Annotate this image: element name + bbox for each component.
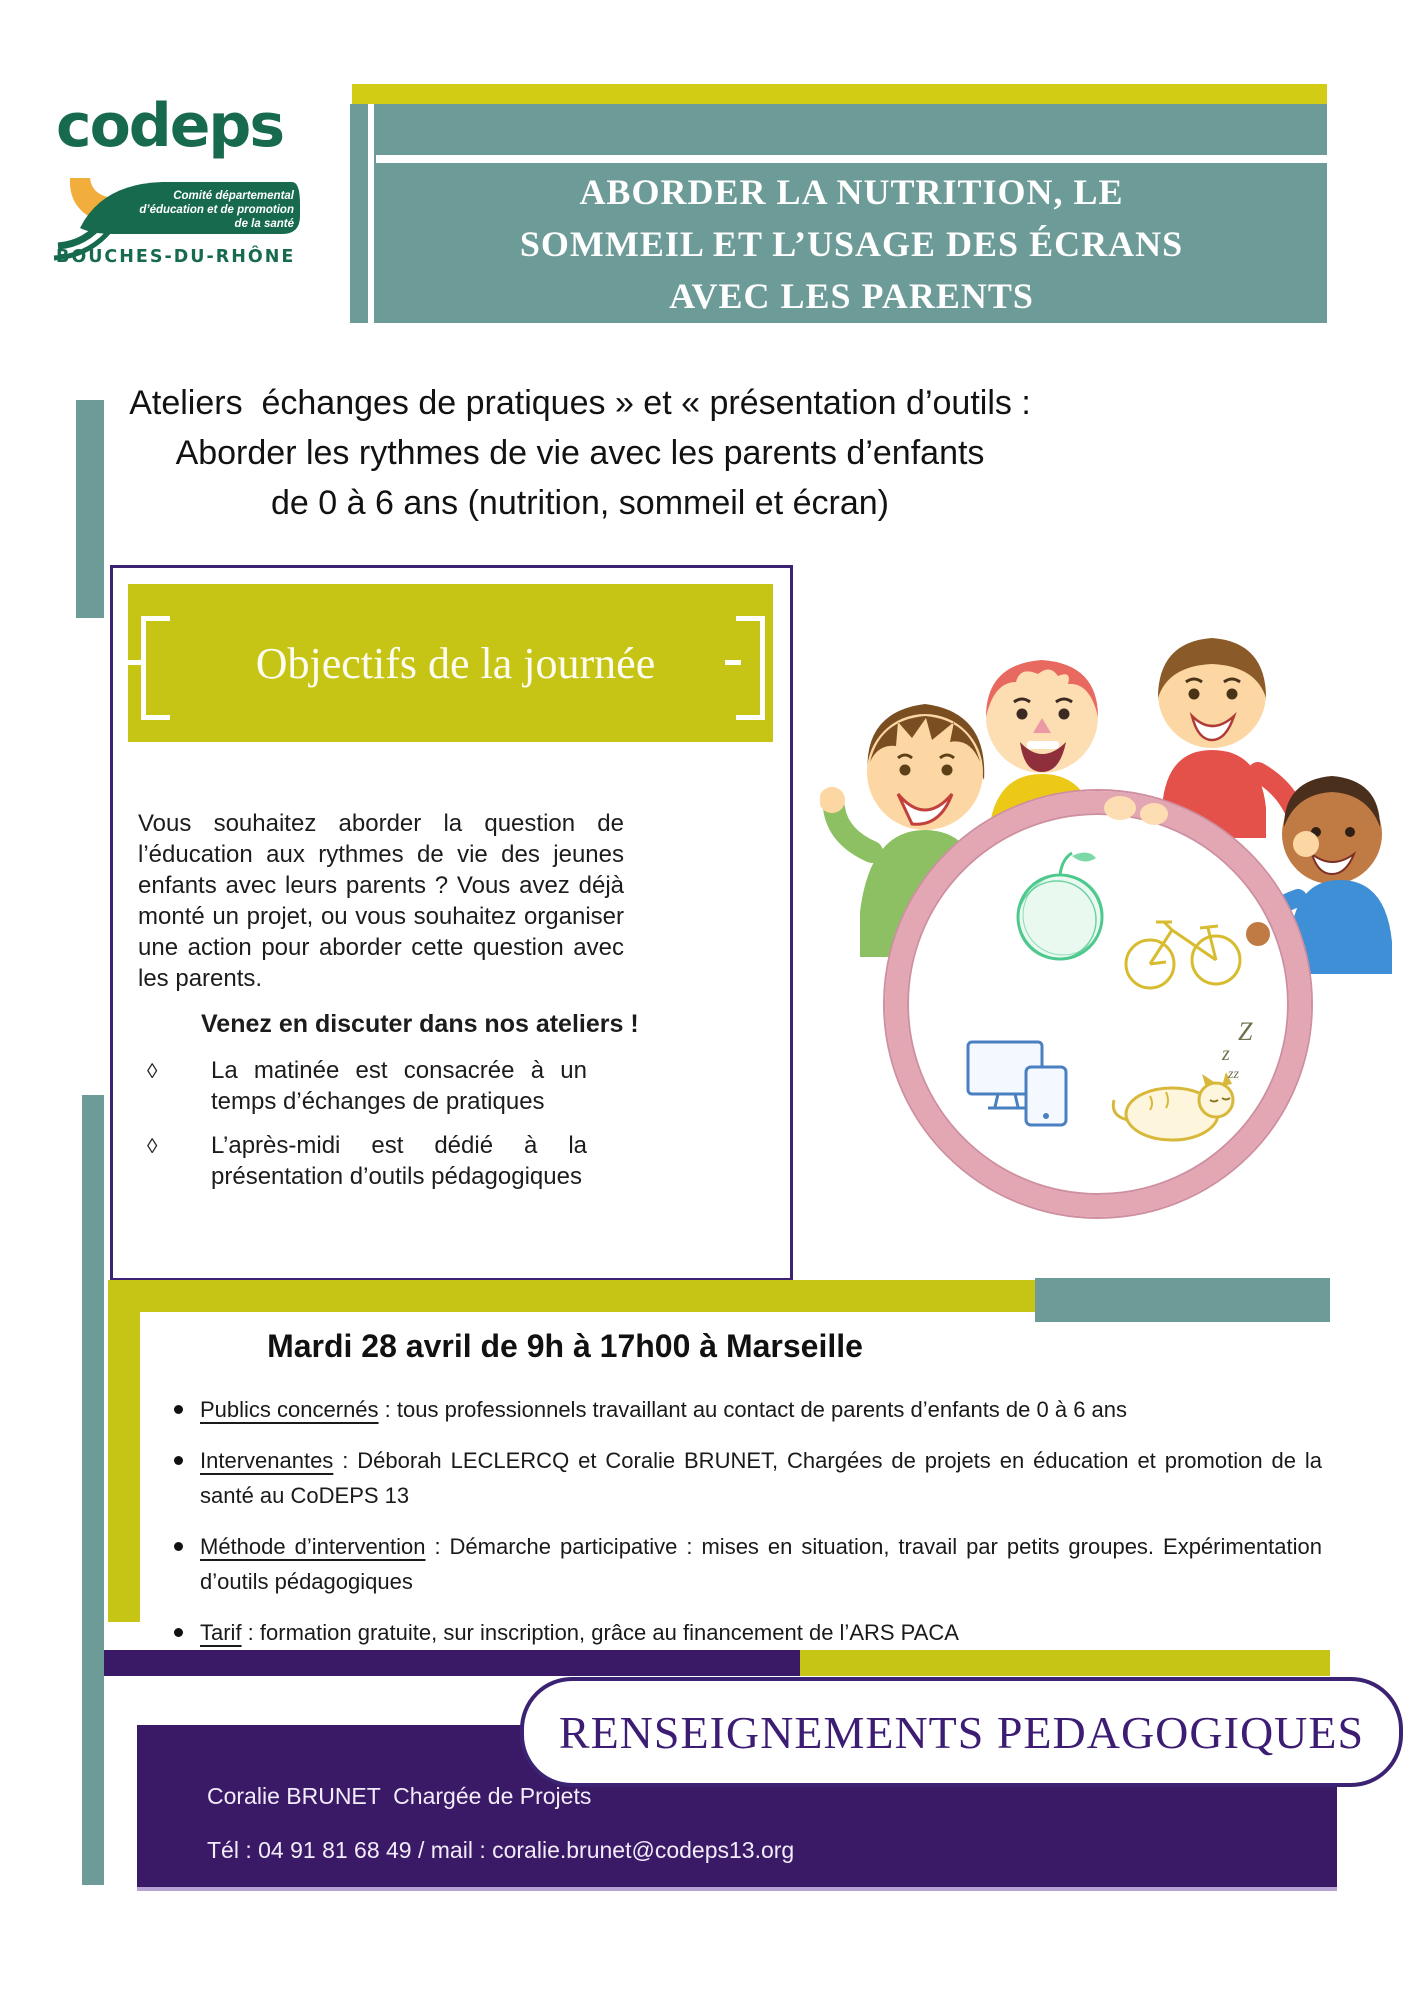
list-item-text: L’après-midi est dédié à la présentation d’outils pédagogiques	[211, 1132, 587, 1190]
right-bracket-icon	[736, 616, 765, 720]
page-title-line: ABORDER LA NUTRITION, LE	[579, 172, 1124, 212]
subtitle-line: de 0 à 6 ans (nutrition, sommeil et écran)	[271, 484, 889, 522]
codeps-logo	[52, 82, 307, 267]
pink-circle	[884, 790, 1312, 1218]
svg-text:z: z	[1222, 1043, 1230, 1065]
logo-subtitle-line: Comité départemental	[173, 190, 294, 202]
subtitle-heading	[0, 378, 1160, 528]
svg-text:zz: zz	[1228, 1067, 1239, 1082]
contact-name: Coralie BRUNET Chargée de Projets	[207, 1783, 592, 1809]
list-item-text: : Déborah LECLERCQ et Coralie BRUNET, Chargées de projets en éducation et promotion de la santé au CoDEPS 13	[200, 1448, 1322, 1508]
objectives-header-band	[128, 584, 773, 742]
objectives-emphasis: Venez en discuter dans nos ateliers !	[201, 1010, 639, 1038]
diamond-bullet-icon: ◊	[147, 1060, 158, 1083]
bullet-dot-icon	[174, 1456, 183, 1465]
title-banner	[350, 104, 1327, 323]
list-item	[117, 1055, 587, 1117]
hand	[1246, 922, 1270, 946]
hand	[1140, 803, 1168, 825]
logo-subtitle-line: de la santé	[234, 218, 294, 230]
list-item-label: Méthode d’intervention	[200, 1534, 426, 1559]
svg-text:Z: Z	[1238, 1017, 1253, 1046]
banner-top-accent	[352, 84, 1327, 104]
list-item-text: : Démarche participative : mises en situation, travail par petits groupes. Expérimentation d’outils pédagogiques	[200, 1534, 1322, 1594]
event-details-list	[172, 1392, 1322, 1666]
event-box-top-border	[108, 1280, 1035, 1312]
banner-vertical-line	[368, 104, 374, 323]
event-title: Mardi 28 avril de 9h à 17h00 à Marseille	[267, 1328, 863, 1364]
contact-phone-email: Tél : 04 91 81 68 49 / mail : coralie.brunet@codeps13.org	[207, 1837, 795, 1863]
bottom-olive-strip	[800, 1650, 1330, 1676]
list-item	[117, 1130, 587, 1192]
renseignements-heading-box: RENSEIGNEMENTS PEDAGOGIQUES	[520, 1677, 1403, 1787]
page-title-line: AVEC LES PARENTS	[669, 276, 1034, 316]
list-item	[172, 1529, 1322, 1599]
list-item-label: Tarif	[200, 1620, 242, 1645]
subtitle-line: Ateliers échanges de pratiques » et « présentation d’outils :	[129, 384, 1031, 422]
right-bracket-tick	[725, 660, 741, 665]
diamond-bullet-icon: ◊	[147, 1135, 158, 1158]
list-item-text: : tous professionnels travaillant au contact de parents d’enfants de 0 à 6 ans	[378, 1397, 1128, 1422]
left-bracket-icon	[141, 616, 170, 720]
list-item	[172, 1443, 1322, 1513]
logo-region-label: BOUCHES-DU-RHÔNE	[56, 247, 296, 267]
bullet-dot-icon	[174, 1628, 183, 1637]
left-bracket-tick	[128, 660, 141, 665]
objectives-box	[110, 565, 793, 1281]
bullet-dot-icon	[174, 1405, 183, 1414]
objectives-heading: Objectifs de la journée	[255, 638, 656, 688]
subtitle-line: Aborder les rythmes de vie avec les parents d’enfants	[175, 434, 985, 472]
list-item	[172, 1392, 1322, 1427]
page-title	[376, 166, 1327, 322]
event-box-teal-corner	[1035, 1278, 1330, 1322]
list-item-label: Publics concernés	[200, 1397, 379, 1422]
page-title-line: SOMMEIL ET L’USAGE DES ÉCRANS	[519, 224, 1184, 264]
hand	[1293, 831, 1319, 857]
bullet-dot-icon	[174, 1542, 183, 1551]
hand	[1104, 796, 1136, 820]
banner-horizontal-line	[376, 155, 1327, 163]
bottom-purple-strip	[88, 1650, 800, 1676]
event-box-left-border	[108, 1280, 140, 1622]
children-illustration	[820, 612, 1400, 1237]
list-item	[172, 1615, 1322, 1650]
left-teal-accent-bar-lower	[82, 1095, 104, 1885]
logo-wordmark: codeps	[56, 91, 284, 161]
objectives-paragraph: Vous souhaitez aborder la question de l’éducation aux rythmes de vie des jeunes enfants avec leurs parents ? Vous avez déjà monté un projet, ou vous souhaitez organiser une action pour aborder cette question avec les parents.	[138, 810, 624, 992]
list-item-text: : formation gratuite, sur inscription, grâce au financement de l’ARS PACA	[241, 1620, 959, 1645]
list-item-text: La matinée est consacrée à un temps d’échanges de pratiques	[211, 1057, 587, 1115]
logo-subtitle-line: d’éducation et de promotion	[139, 204, 294, 216]
objectives-bullet-list	[117, 1055, 597, 1205]
list-item-label: Intervenantes	[200, 1448, 334, 1473]
